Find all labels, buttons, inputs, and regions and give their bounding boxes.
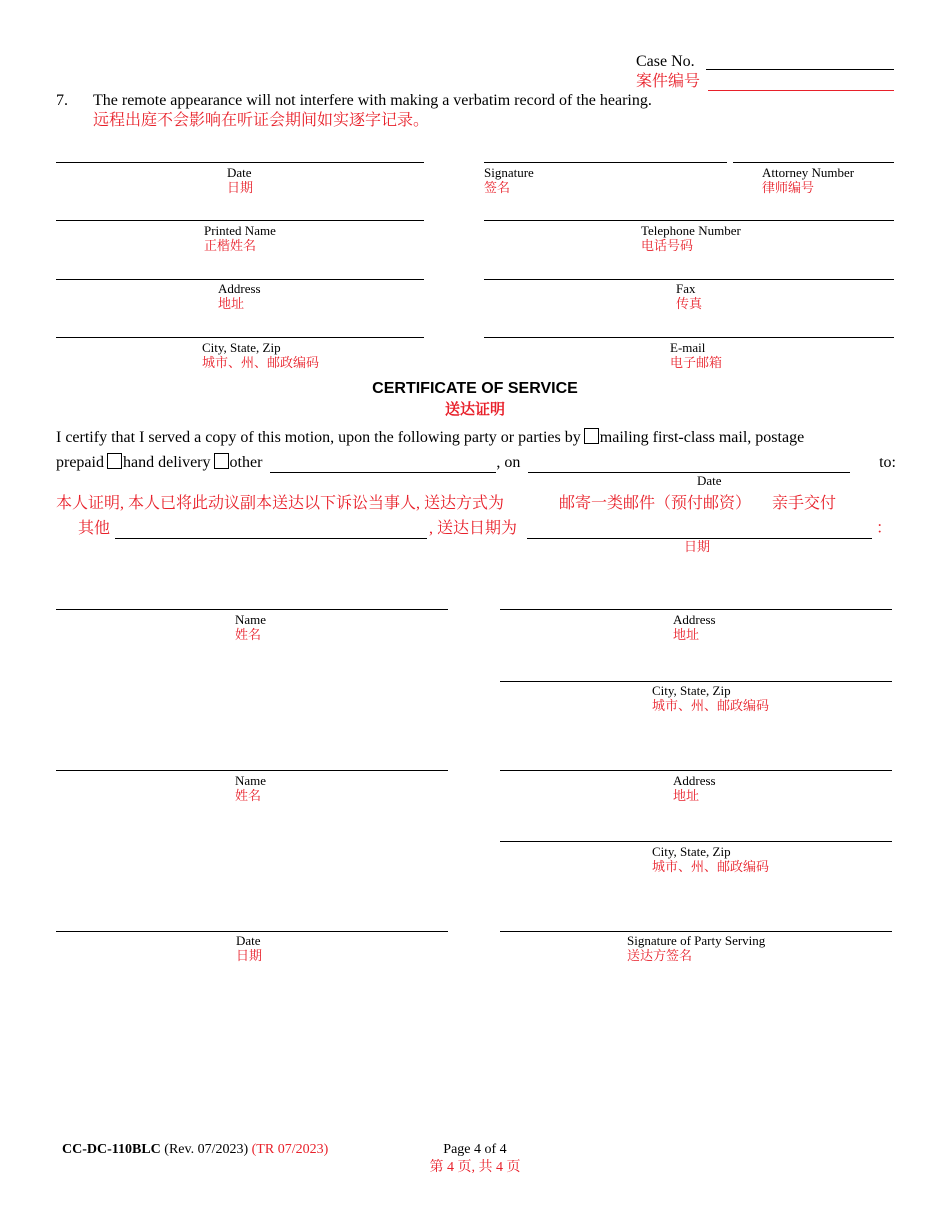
hand-delivery-checkbox-zh[interactable] [753,495,768,510]
party-1-address-caption: Address 地址 [673,612,716,642]
case-no-label: Case No. [636,53,695,70]
fax-line[interactable] [484,279,894,280]
attorney-number-line[interactable] [733,162,894,163]
address-line[interactable] [56,279,424,280]
cert-line-2 [56,453,896,473]
item-7-text: The remote appearance will not interfere with making a verbatim record of the hearing. [93,92,652,109]
telephone-line[interactable] [484,220,894,221]
cert-line-1 [56,428,804,448]
item-7-number: 7. [56,92,68,109]
party-1-city-caption: City, State, Zip 城市、州、邮政编码 [652,683,770,713]
city-line[interactable] [56,337,424,338]
other-field[interactable] [270,456,496,473]
mailing-checkbox-zh[interactable] [540,495,555,510]
city-caption: City, State, Zip 城市、州、邮政编码 [202,340,320,370]
serving-signature-line[interactable] [500,931,892,932]
other-label: other [229,454,263,471]
party-2-name-line[interactable] [56,770,448,771]
cert-zh-colon: ： [876,520,893,537]
form-rev: (Rev. 07/2023) [164,1142,249,1157]
cert-zh-line-1: 本人证明, 本人已将此动议副本送达以下诉讼当事人, 送达方式为 [56,495,505,512]
attorney-number-caption: Attorney Number 律师编号 [762,165,855,195]
case-no-field[interactable] [706,69,894,70]
address-caption: Address 地址 [218,281,261,311]
party-2-address-caption: Address 地址 [673,773,716,803]
page-number-zh: 第 4 页, 共 4 页 [429,1160,521,1175]
other-checkbox-zh[interactable] [58,521,73,536]
party-2-address-line[interactable] [500,770,892,771]
party-1-address-line[interactable] [500,609,892,610]
signature-caption: Signature 签名 [484,165,534,195]
printed-name-caption: Printed Name 正楷姓名 [204,223,276,253]
service-date-field[interactable] [528,456,850,473]
cert-zh-date-on: , 送达日期为 [429,520,518,537]
to-label: to: [879,454,896,471]
party-1-name-caption: Name 姓名 [235,612,267,642]
mailing-checkbox[interactable] [584,428,599,444]
date-caption: Date 日期 [227,165,254,195]
serving-date-line[interactable] [56,931,448,932]
case-no-label-zh: 案件编号 [636,73,701,90]
form-tr: (TR 07/2023) [251,1142,329,1157]
party-2-city-caption: City, State, Zip 城市、州、邮政编码 [652,844,770,874]
mailing-label: mailing first-class mail, postage [599,429,805,446]
cert-zh-other: 其他 [78,520,111,537]
item-7-text-zh: 远程出庭不会影响在听证会期间如实逐字记录。 [93,112,430,129]
certificate-title-zh: 送达证明 [444,400,505,418]
party-2-name-caption: Name 姓名 [235,773,267,803]
hand-delivery-checkbox[interactable] [107,453,122,469]
other-checkbox[interactable] [214,453,229,469]
party-2-city-line[interactable] [500,841,892,842]
date-line[interactable] [56,162,424,163]
hand-delivery-label: hand delivery [122,454,211,471]
on-label: , on [496,454,521,471]
service-date-caption-zh: 日期 [684,539,711,554]
prepaid-label: prepaid [56,454,104,471]
cert-zh-mailing: 邮寄一类邮件（预付邮资） [559,495,752,512]
serving-date-caption: Date 日期 [236,933,263,963]
party-1-name-line[interactable] [56,609,448,610]
serving-signature-caption: Signature of Party Serving 送达方签名 [627,933,766,963]
fax-caption: Fax 传真 [676,281,703,311]
printed-name-line[interactable] [56,220,424,221]
certificate-title: CERTIFICATE OF SERVICE [372,380,578,397]
page-number: Page 4 of 4 [443,1142,507,1157]
telephone-caption: Telephone Number 电话号码 [641,223,741,253]
cert-line-1-text: I certify that I served a copy of this motion, upon the following party or parties by [56,429,581,446]
form-id: CC-DC-110BLC [62,1142,161,1157]
signature-line[interactable] [484,162,727,163]
party-1-city-line[interactable] [500,681,892,682]
other-field-zh[interactable] [115,538,427,539]
cert-zh-hand: 亲手交付 [772,495,837,512]
email-line[interactable] [484,337,894,338]
email-caption: E-mail 电子邮箱 [670,340,723,370]
service-date-caption: Date [697,473,722,488]
case-no-field-zh [708,90,894,91]
